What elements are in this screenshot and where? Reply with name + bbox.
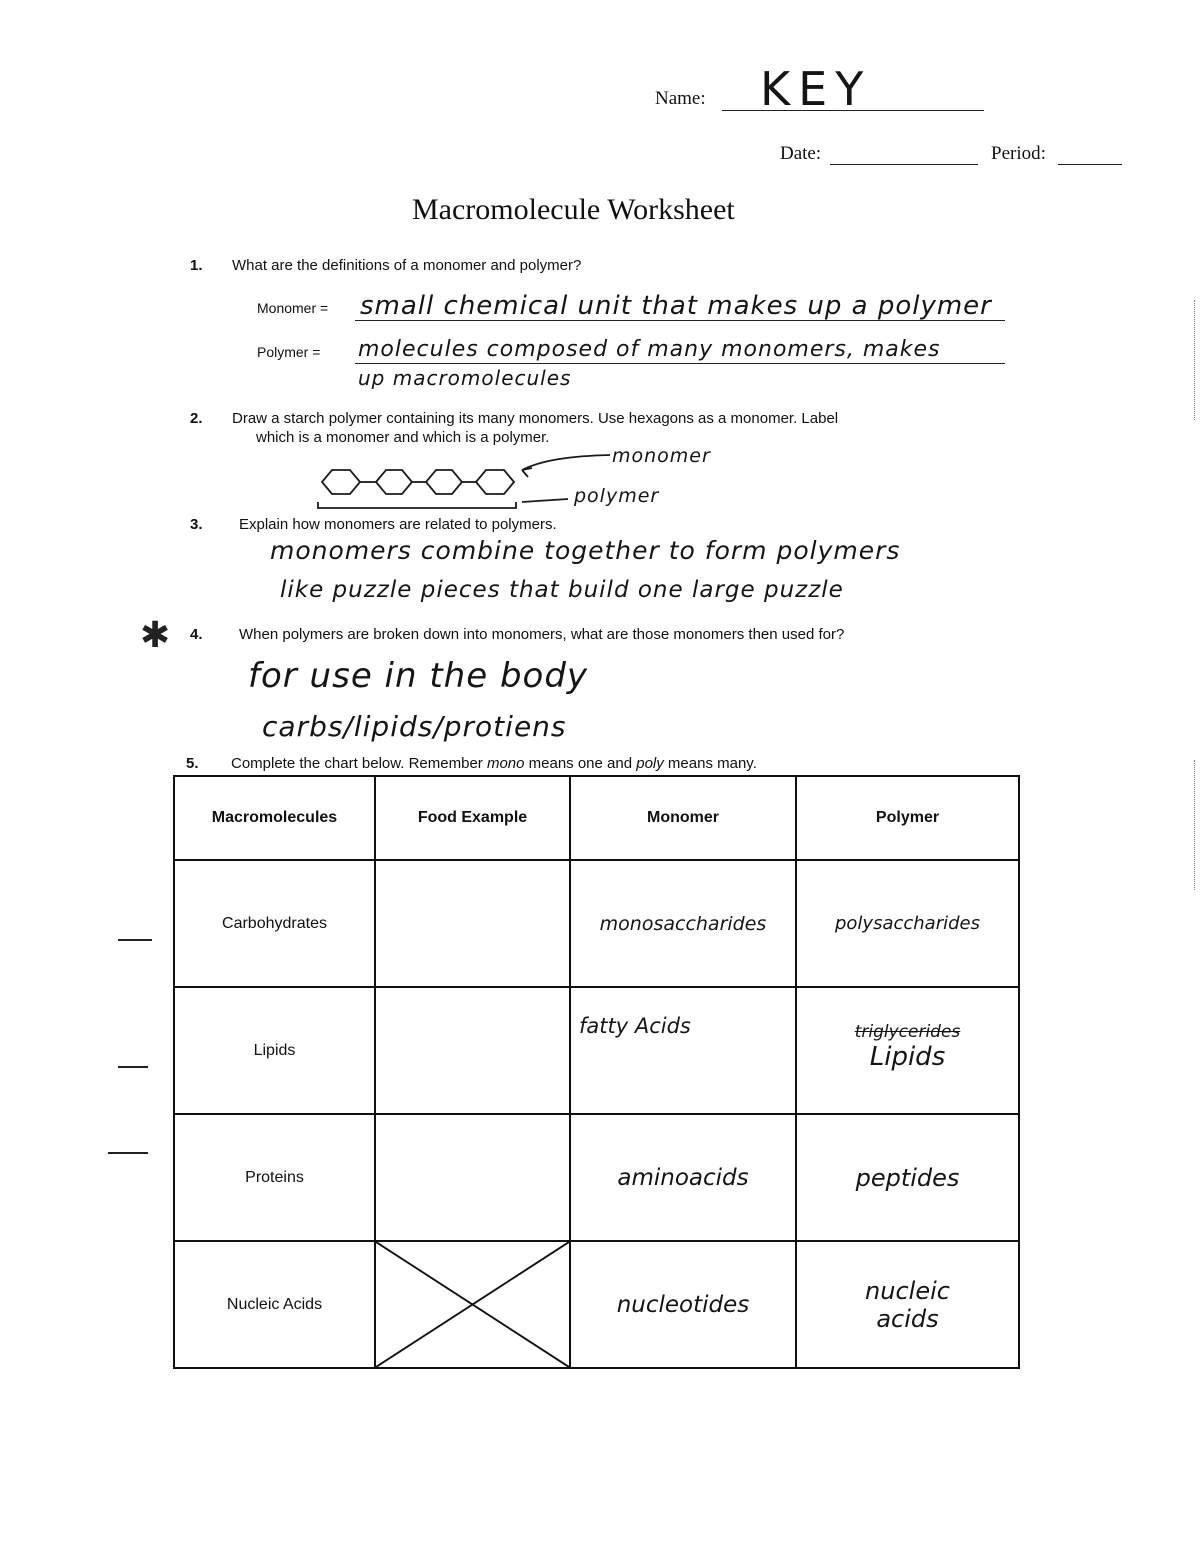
monomer-drawing-label: monomer	[612, 445, 711, 467]
scan-edge-mark	[1194, 760, 1195, 890]
margin-mark	[118, 939, 152, 941]
cell-monomer[interactable]	[570, 987, 796, 1114]
polymer-answer-line1: molecules composed of many monomers, makes	[358, 337, 941, 362]
polymer-answer-line2: acids	[876, 1304, 939, 1333]
polymer-answer-line	[355, 363, 1005, 364]
name-label: Name:	[655, 88, 706, 109]
cell-monomer[interactable]	[570, 1114, 796, 1241]
cell-food[interactable]	[375, 987, 570, 1114]
monomer-answer: small chemical unit that makes up a polymer	[360, 291, 992, 321]
q3-answer-line1: monomers combine together to form polymers	[270, 536, 901, 565]
monomer-answer: monosaccharides	[599, 912, 767, 935]
q4-answer-line2: carbs/lipids/protiens	[262, 710, 567, 743]
table-row	[174, 1114, 1019, 1241]
q3-text: Explain how monomers are related to polymers.	[239, 516, 557, 533]
cell-polymer[interactable]	[796, 1241, 1019, 1368]
name-value: KEY	[760, 62, 872, 116]
polymer-arrow	[522, 499, 568, 502]
cell-food[interactable]	[375, 860, 570, 987]
monomer-label: Monomer =	[257, 300, 329, 316]
polymer-answer-line1: nucleic	[865, 1276, 950, 1305]
cell-polymer[interactable]	[796, 860, 1019, 987]
q2-number: 2.	[190, 410, 203, 427]
star-mark: ✱	[140, 614, 171, 655]
q3-answer-line2: like puzzle pieces that build one large puzzle	[280, 577, 844, 603]
hexagon-2	[376, 470, 412, 494]
cross-out-mark	[376, 1242, 569, 1367]
cell-food-crossed	[375, 1241, 570, 1368]
date-line	[830, 164, 978, 165]
cell-monomer[interactable]	[570, 860, 796, 987]
margin-mark	[118, 1066, 148, 1068]
macromolecule-chart	[173, 775, 1020, 1369]
q1-number: 1.	[190, 257, 203, 274]
margin-mark	[108, 1152, 148, 1154]
q1-text: What are the definitions of a monomer and polymer?	[232, 257, 582, 274]
q5-text-mono: mono	[486, 755, 525, 772]
cell-macromolecule: Carbohydrates	[174, 860, 375, 987]
cell-polymer[interactable]	[796, 1114, 1019, 1241]
q4-text: When polymers are broken down into monomers, what are those monomers then used for?	[239, 626, 845, 643]
period-line	[1058, 164, 1122, 165]
q5-text-mid: means one and	[524, 755, 637, 772]
header-food-example: Food Example	[375, 776, 570, 860]
q5-text-poly: poly	[636, 755, 664, 772]
page-title: Macromolecule Worksheet	[412, 193, 735, 226]
polymer-bracket	[318, 502, 516, 508]
cell-macromolecule: Nucleic Acids	[174, 1241, 375, 1368]
cell-monomer[interactable]	[570, 1241, 796, 1368]
polymer-answer: Lipids	[869, 1042, 946, 1072]
polymer-struck-answer: triglycerides	[854, 1022, 961, 1042]
table-row	[174, 860, 1019, 987]
header-monomer: Monomer	[570, 776, 796, 860]
q5-number: 5.	[186, 755, 199, 772]
table-row	[174, 987, 1019, 1114]
q2-text-line2: which is a monomer and which is a polymer.	[256, 429, 550, 446]
polymer-answer: polysaccharides	[834, 913, 980, 934]
q4-answer-line1: for use in the body	[248, 656, 589, 696]
monomer-answer: aminoacids	[617, 1164, 749, 1191]
q3-number: 3.	[190, 516, 203, 533]
chart-header-row	[174, 776, 1019, 860]
polymer-drawing-label: polymer	[574, 485, 660, 507]
q2-text-line1: Draw a starch polymer containing its many monomers. Use hexagons as a monomer. Label	[232, 410, 839, 427]
polymer-answer: peptides	[855, 1163, 960, 1192]
hexagon-1	[322, 470, 360, 494]
monomer-answer: nucleotides	[616, 1291, 750, 1318]
table-row	[174, 1241, 1019, 1368]
cell-food[interactable]	[375, 1114, 570, 1241]
q4-number: 4.	[190, 626, 203, 643]
q5-text	[231, 755, 757, 772]
cell-macromolecule: Lipids	[174, 987, 375, 1114]
monomer-answer: fatty Acids	[579, 1014, 691, 1038]
header-polymer: Polymer	[796, 776, 1019, 860]
cell-polymer[interactable]	[796, 987, 1019, 1114]
scan-edge-mark	[1194, 300, 1195, 420]
polymer-label: Polymer =	[257, 344, 321, 360]
hexagon-4	[476, 470, 514, 494]
cell-macromolecule: Proteins	[174, 1114, 375, 1241]
q5-text-pre: Complete the chart below. Remember	[231, 755, 487, 772]
header-macromolecules: Macromolecules	[174, 776, 375, 860]
q5-text-post: means many.	[663, 755, 757, 772]
polymer-answer-line2: up macromolecules	[358, 366, 572, 390]
date-label: Date:	[780, 143, 822, 164]
period-label: Period:	[991, 143, 1046, 164]
monomer-arrow	[522, 455, 610, 470]
hexagon-3	[426, 470, 462, 494]
